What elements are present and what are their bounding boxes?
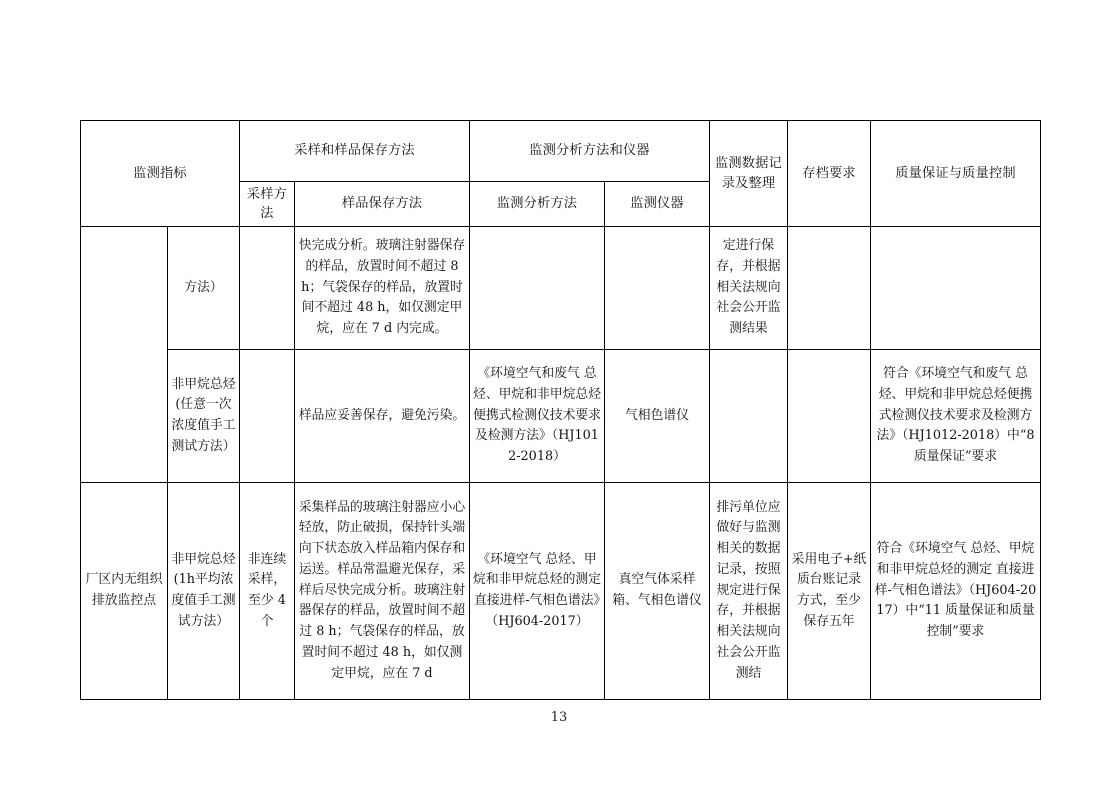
header-quality-assurance: 质量保证与质量控制 — [871, 121, 1041, 227]
cell-record — [710, 350, 788, 483]
cell-archive — [788, 350, 871, 483]
header-sample-preservation-method: 样品保存方法 — [295, 182, 470, 227]
cell-quality-assurance: 符合《环境空气 总烃、甲烷和非甲烷总烃的测定 直接进样-气相色谱法》（HJ604-2017）中“11 质量保证和质量控制”要求 — [871, 483, 1041, 700]
header-monitoring-indicator: 监测指标 — [81, 121, 240, 227]
page-number: 13 — [550, 710, 568, 725]
cell-object — [81, 227, 168, 483]
cell-object: 厂区内无组织排放监控点 — [81, 483, 168, 700]
header-archive-requirement: 存档要求 — [788, 121, 871, 227]
table-row — [81, 483, 1041, 700]
cell-item: 非甲烷总烃(任意一次浓度值手工测试方法） — [168, 350, 240, 483]
cell-record: 排污单位应做好与监测相关的数据记录，按照规定进行保存，并根据相关法规向社会公开监测结 — [710, 483, 788, 700]
cell-analysis-method: 《环境空气 总烃、甲烷和非甲烷总烃的测定 直接进样-气相色谱法》（HJ604-2017） — [470, 483, 605, 700]
cell-archive: 采用电子+纸质台账记录方式，至少保存五年 — [788, 483, 871, 700]
header-analysis-method: 监测分析方法 — [470, 182, 605, 227]
cell-instrument: 真空气体采样箱、气相色谱仪 — [605, 483, 710, 700]
header-analysis-method-and-instrument: 监测分析方法和仪器 — [470, 121, 710, 182]
cell-archive — [788, 227, 871, 350]
cell-sampling-method — [240, 350, 295, 483]
cell-analysis-method — [470, 227, 605, 350]
cell-sampling-method — [240, 227, 295, 350]
cell-quality-assurance — [871, 227, 1041, 350]
table-header-row-1 — [81, 121, 1041, 182]
table-row — [81, 350, 1041, 483]
header-data-record: 监测数据记录及整理 — [710, 121, 788, 227]
monitoring-requirements-table — [80, 120, 1041, 700]
cell-instrument: 气相色谱仪 — [605, 350, 710, 483]
cell-preservation: 采集样品的玻璃注射器应小心轻放，防止破损，保持针头端向下状态放入样品箱内保存和运送。样品常温避光保存，采样后尽快完成分析。玻璃注射器保存的样品，放置时间不超过 8 h；气袋保存的样品，放置时间不超过 48 h，如仅测定甲烷，应在 7 d — [295, 483, 470, 700]
cell-preservation: 样品应妥善保存，避免污染。 — [295, 350, 470, 483]
header-sampling-method: 采样方法 — [240, 182, 295, 227]
header-sampling-and-preservation: 采样和样品保存方法 — [240, 121, 470, 182]
cell-instrument — [605, 227, 710, 350]
cell-preservation: 快完成分析。玻璃注射器保存的样品，放置时间不超过 8 h；气袋保存的样品，放置时间不超过 48 h，如仅测定甲烷，应在 7 d 内完成。 — [295, 227, 470, 350]
cell-item: 方法） — [168, 227, 240, 350]
cell-analysis-method: 《环境空气和废气 总烃、甲烷和非甲烷总烃便携式检测仪技术要求及检测方法》（HJ1012-2018） — [470, 350, 605, 483]
cell-item: 非甲烷总烃(1h平均浓度值手工测试方法） — [168, 483, 240, 700]
header-instrument: 监测仪器 — [605, 182, 710, 227]
table-row — [81, 227, 1041, 350]
cell-record: 定进行保存，并根据相关法规向社会公开监测结果 — [710, 227, 788, 350]
cell-quality-assurance: 符合《环境空气和废气 总烃、甲烷和非甲烷总烃便携式检测仪技术要求及检测方法》（HJ1012-2018）中“8 质量保证”要求 — [871, 350, 1041, 483]
cell-sampling-method: 非连续采样，至少 4 个 — [240, 483, 295, 700]
